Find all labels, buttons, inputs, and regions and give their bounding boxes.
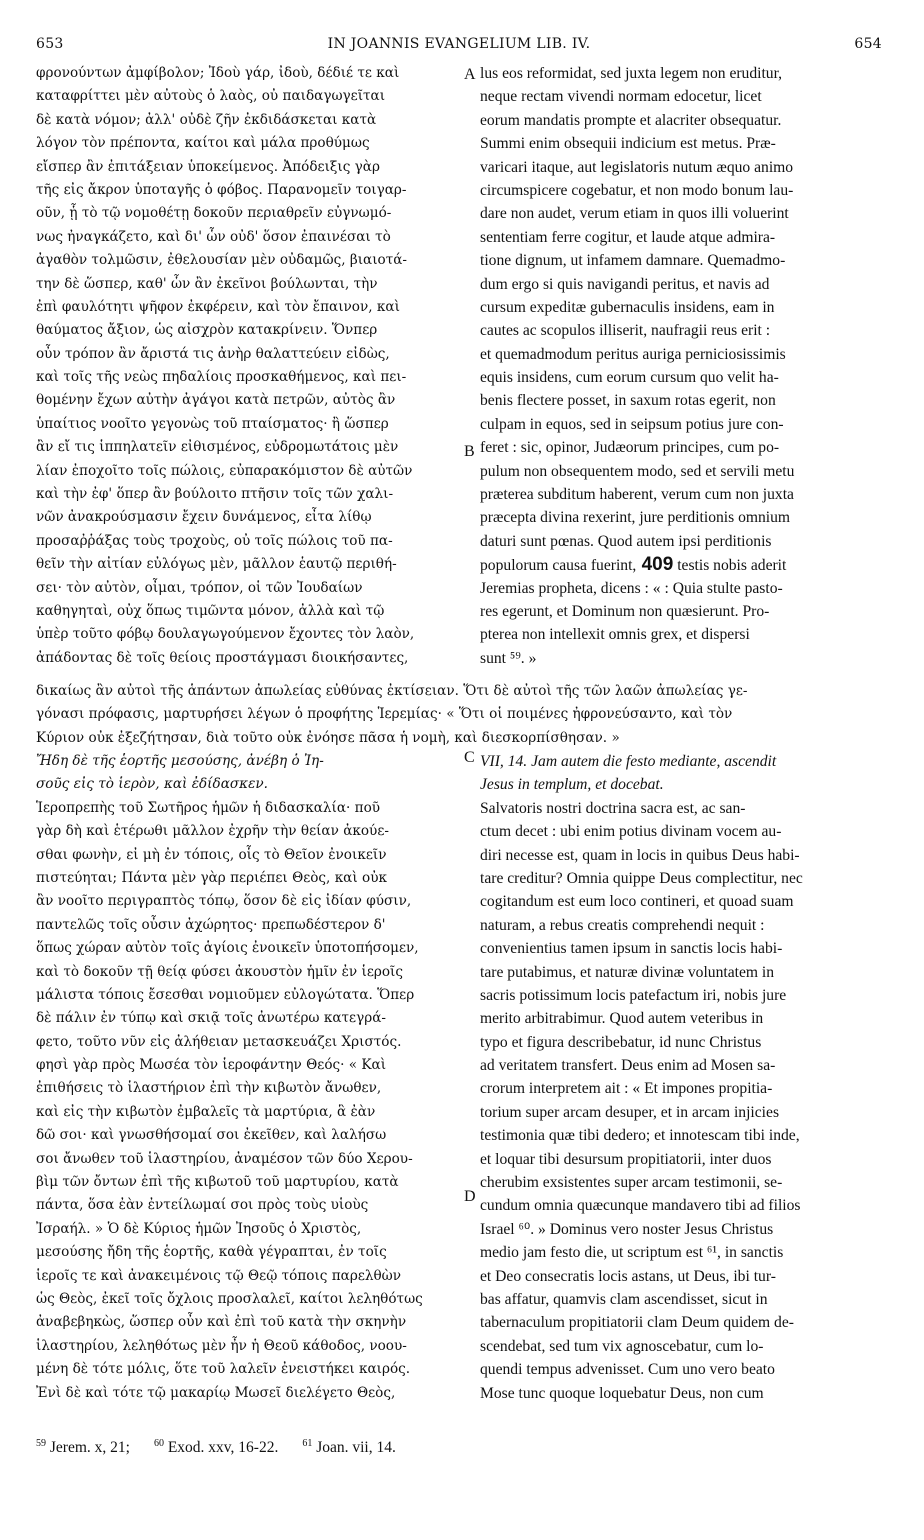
footnotes xyxy=(36,1438,892,1460)
greek-title-line: Ἤδη δὲ τῆς ἑορτῆς μεσούσης, ἀνέβη ὁ Ἰη- xyxy=(36,753,324,769)
greek-text-line: θαύματος ἄξιον, ὡς αἰσχρὸν κατακρίνειν. Ὅνπερ xyxy=(36,322,378,339)
greek-text-line: προσαῤῥάξας τοὺς τροχοὺς, οὐ τοῖς πώλοις τοῦ πα- xyxy=(36,532,393,549)
running-title: IN JOANNIS EVANGELIUM LIB. IV. xyxy=(327,36,591,52)
greek-text-line: ἀναβεβηκὼς, ὥσπερ οὖν καὶ ἐπὶ τοῦ κατὰ τὴν σκηνὴν xyxy=(36,1314,407,1331)
latin-text-line: et quemadmodum peritus auriga perniciosissimis xyxy=(480,345,786,363)
latin-text-line: dare non audet, verum etiam in quos illi voluerint xyxy=(480,205,789,223)
footnote xyxy=(36,1438,130,1457)
latin-text-line: crorum interpretem ait : « Et impones propitia- xyxy=(480,1080,773,1098)
latin-text-line: sunt ⁵⁹. » xyxy=(480,649,537,667)
greek-text-line: καὶ τὸ δοκοῦν τῇ θείᾳ φύσει ἀκουστὸν ἡμῖν ἐν ἱεροῖς xyxy=(36,963,404,980)
greek-text-line: γόνασι πρόφασις, μαρτυρήσει λέγων ὁ προφήτης Ἱερεμίας· « Ὅτι οἱ ποιμένες ἠφρονεύσαντο, καὶ τὸν xyxy=(36,706,733,723)
latin-text-line: Summi enim obsequii indicium est metus. Præ- xyxy=(480,135,776,153)
latin-text-line: cursum expeditæ gubernaculis insidens, eam in xyxy=(480,298,775,316)
greek-text-line: οὖν τρόπον ἂν ἄριστά τις ἀνὴρ θαλαττεύειν εἰδὼς, xyxy=(36,345,390,362)
latin-column-top xyxy=(480,62,892,670)
greek-text-line: Ἰσραήλ. » Ὁ δὲ Κύριος ἡμῶν Ἰησοῦς ὁ Χριστὸς, xyxy=(36,1220,362,1237)
latin-text-line: cherubim exsistentes super arcam testimonii, se- xyxy=(480,1174,783,1192)
greek-text-line: ὑπὲρ τοῦτο φόβῳ δουλαγωγούμενον ἔχοντες τὸν λαὸν, xyxy=(36,626,415,643)
greek-section-title xyxy=(36,750,461,797)
greek-column-top xyxy=(36,62,461,670)
latin-text-line: equis insidens, cum eorum cursum quo velit ha- xyxy=(480,369,779,387)
greek-text-line: καὶ τὴν ἐφ' ὅπερ ἂν βούλοιτο πτῆσιν τοῖς τῶν χαλι- xyxy=(36,486,394,503)
margin-marker-d: D xyxy=(464,1188,476,1205)
footnote-text: Exod. xxv, 16-22. xyxy=(163,1439,279,1457)
greek-text-line: σοι ἄνωθεν τοῦ ἱλαστηρίου, ἀναμέσον τῶν δύο Χερου- xyxy=(36,1150,413,1167)
latin-text-line: scendebat, sed tum vix agnoscebatur, cum lo- xyxy=(480,1337,764,1355)
page-number-left: 653 xyxy=(36,36,64,52)
greek-text-line: οῦν, ᾗ τὸ τῷ νομοθέτῃ δοκοῦν περιαθρεῖν εὐγνωμό- xyxy=(36,205,392,222)
greek-text-line: καὶ εἰς τὴν κιβωτὸν ἐμβαλεῖς τὰ μαρτύρια, ἃ ἐὰν xyxy=(36,1103,376,1120)
greek-text-line: ἱλαστηρίου, λεληθότως μὲν ἦν ἡ Θεοῦ κάθοδος, νοου- xyxy=(36,1337,407,1354)
footnote xyxy=(154,1438,278,1457)
greek-text-line: καταφρίττει μὲν αὐτοὺς ὁ λαὸς, οὐ παιδαγωγεῖται xyxy=(36,88,386,105)
greek-text-line: ἀγαθὸν τολμῶσιν, ἐθελουσίαν μὲν οὐδαμῶς, βιαιοτά- xyxy=(36,252,408,269)
latin-section-title xyxy=(480,750,892,797)
margin-marker-a: A xyxy=(464,66,476,83)
greek-column-bottom xyxy=(36,750,461,1405)
latin-title-line: VII, 14. Jam autem die festo mediante, ascendit xyxy=(480,753,777,770)
latin-text-line: dum ergo si quis navigandi peritus, et navis ad xyxy=(480,275,770,293)
latin-text-line: diri necesse est, quam in locis in quibus Deus habi- xyxy=(480,846,800,864)
greek-text-line: ὡς Θεὸς, ἐκεῖ τοῖς ὄχλοις προσλαλεῖ, καίτοι λεληθότως xyxy=(36,1290,423,1307)
greek-text-line: λίαν ἐποχοῖτο τοῖς πώλοις, εὐπαρακόμιστον δὲ αὐτῶν xyxy=(36,462,413,479)
greek-text-line: βὶμ τῶν ὄντων ἐπὶ τῆς κιβωτοῦ τοῦ μαρτυρίου, κατὰ xyxy=(36,1174,399,1191)
latin-text-line: ctum decet : ubi enim potius divinam vocem au- xyxy=(480,823,782,841)
greek-text-line: πάντα, ὅσα ἐὰν ἐντείλωμαί σοι πρὸς τοὺς υἱοὺς xyxy=(36,1197,369,1214)
greek-text-line: ἂν εἴ τις ἱππηλατεῖν εἰθισμένος, εὐδρομωτάτοις μὲν xyxy=(36,439,399,456)
latin-text-fragment: testis nobis aderit xyxy=(673,557,787,575)
latin-text-line: eorum mandatis prompte et alacriter obsequatur. xyxy=(480,111,782,129)
greek-title-line: σοῦς εἰς τὸ ἱερὸν, καὶ ἐδίδασκεν. xyxy=(36,776,268,793)
greek-text-line: δὲ πάλιν ἐν τύπῳ καὶ σκιᾷ τοῖς ἀνωτέρω κατεγρά- xyxy=(36,1010,386,1027)
latin-text-line: neque rectam vivendi normam edocetur, licet xyxy=(480,88,762,106)
latin-text-line: varicari itaque, aut legislatoris nutum æquo animo xyxy=(480,158,794,176)
greek-text-line: δὲ κατὰ νόμον; ἀλλ' οὐδὲ ζῆν ἐκδιδάσκεται κατὰ xyxy=(36,111,377,128)
greek-full-width-passage xyxy=(36,680,892,750)
latin-text-line: cautes ac scopulos illiserit, naufragii reus erit : xyxy=(480,322,771,340)
greek-text-line: Ἐνὶ δὲ καὶ τότε τῷ μακαρίῳ Μωσεῖ διελέγετο Θεὸς, xyxy=(36,1384,396,1401)
latin-text-line: merito arbitrabimur. Quod autem veteribus in xyxy=(480,1010,764,1028)
greek-text-line: φησὶ γὰρ πρὸς Μωσέα τὸν ἱεροφάντην Θεός· « Καὶ xyxy=(36,1057,387,1074)
latin-text-line: sacris potissimum locis patefactum iri, nobis jure xyxy=(480,986,787,1004)
latin-text-line: daturi sunt pœnas. Quod autem ipsi perditionis xyxy=(480,532,772,550)
latin-text-line: præcepta divina rexerint, jure perditionis omnium xyxy=(480,509,791,527)
greek-text-line: σθαι φωνὴν, εἰ μὴ ἐν τόποις, οἷς τὸ Θεῖον ἐνοικεῖν xyxy=(36,846,387,863)
margin-marker-c: C xyxy=(464,749,475,766)
greek-text-line: ἱεροῖς τε καὶ ἀνακειμένοις τῷ Θεῷ τόποις παρελθὼν xyxy=(36,1267,402,1284)
greek-text-line: μένη δὲ τότε μόλις, ὅτε τοῦ λαλεῖν ἐνειστήκει καιρός. xyxy=(36,1361,411,1378)
greek-text-line: ὑπαίτιος νοοῖτο γεγονὼς τοῦ πταίσματος· ἢ ὥσπερ xyxy=(36,415,389,432)
latin-text-line: circumspicere cogebatur, et non modo bonum lau- xyxy=(480,181,794,199)
greek-text-line: δικαίως ἂν αὐτοὶ τῆς ἁπάντων ἀπωλείας εὐθύνας ἐκτίσειαν. Ὅτι δὲ αὐτοὶ τῆς τῶν λαῶν ἀπωλείας γε- xyxy=(36,683,748,699)
footnote-number: 60 xyxy=(153,1438,164,1449)
latin-text-line: benis flectere posset, in saxum rotas egerit, non xyxy=(480,392,776,410)
greek-text-line: καὶ τοῖς τῆς νεὼς πηδαλίοις προσκαθήμενος, καὶ πει- xyxy=(36,369,407,386)
latin-text-line: res egerunt, et Dominum non quæsierunt. Pro- xyxy=(480,602,770,620)
greek-text-line: ἀπάδοντας δὲ τοῖς θείοις προστάγμασι διοικήσαντες, xyxy=(36,649,409,666)
greek-text-line: καθηγηταὶ, οὐχ ὅπως τιμῶντα μόνον, ἀλλὰ καὶ τῷ xyxy=(36,602,385,619)
page-header xyxy=(36,36,882,56)
greek-text-line: Ἱεροπρεπὴς τοῦ Σωτῆρος ἡμῶν ἡ διδασκαλία· ποῦ xyxy=(36,799,381,816)
latin-text-line: Mose tunc quoque loquebatur Deus, non cum xyxy=(480,1384,764,1402)
greek-text-line: πιστεύηται; Πάντα μὲν γὰρ περιέπει Θεὸς, καὶ οὐκ xyxy=(36,869,387,886)
latin-column-bottom xyxy=(480,750,892,1405)
latin-text-line: lus eos reformidat, sed juxta legem non eruditur, xyxy=(480,65,783,82)
footnote-number: 59 xyxy=(36,1438,46,1449)
latin-section-body xyxy=(480,797,892,1405)
footnote-text: Joan. vii, 14. xyxy=(312,1439,396,1457)
latin-text-line: medio jam festo die, ut scriptum est ⁶¹, in sanctis xyxy=(480,1244,784,1262)
latin-text-line: tione dignum, ut infamem damnare. Quemadmo- xyxy=(480,252,786,270)
latin-text-line: ad veritatem transfert. Deus enim ad Mosen sa- xyxy=(480,1057,776,1075)
greek-text-line: γὰρ δὴ καὶ ἑτέρωθι μᾶλλον ἐχρῆν τὴν θείαν ἀκούε- xyxy=(36,823,389,840)
greek-text-line: λόγον τὸν πρέποντα, καίτοι καὶ μάλα προθύμως xyxy=(36,135,370,152)
greek-text-line: ἂν νοοῖτο περιγραπτὸς τόπῳ, ὅσον δὲ εἰς ἰδίαν φύσιν, xyxy=(36,893,412,910)
latin-text-line: cundum omnia quæcunque mandavero tibi ad filios xyxy=(480,1197,801,1215)
greek-text-line: θομένην ἔχων αὐτὴν ἀγάγοι κατὰ πετρῶν, αὐτὸς ἂν xyxy=(36,392,396,409)
latin-text-line: testimonia quæ tibi dedero; et innotescam tibi inde, xyxy=(480,1127,800,1145)
latin-text-line: tabernaculum propitiatorii clam Deum quidem de- xyxy=(480,1314,794,1332)
greek-section-body xyxy=(36,797,461,1405)
latin-text-line: et loquar tibi desursum propitiatorii, inter duos xyxy=(480,1150,772,1168)
greek-text-line: τῆς εἰς ἄκρον ὑποταγῆς ὁ φόβος. Παρανομεῖν τοιγαρ- xyxy=(36,181,407,198)
greek-text-line: νως ἠναγκάζετο, καὶ δι' ὧν οὐδ' ὅσον ἐπαινέσαι τὸ xyxy=(36,228,391,245)
greek-text-line: σει· τὸν αὐτὸν, οἶμαι, τρόπον, οἱ τῶν Ἰουδαίων xyxy=(36,579,363,596)
latin-text-line: convenientius tamen ipsum in sanctis locis habi- xyxy=(480,940,783,958)
page-number-right: 654 xyxy=(854,36,882,52)
footnote-text: Jerem. x, 21; xyxy=(46,1439,130,1457)
latin-text-line: quendi tempus advenisset. Cum uno vero beato xyxy=(480,1361,775,1379)
greek-text-line: ἐπιθήσεις τὸ ἱλαστήριον ἐπὶ τὴν κιβωτὸν ἄνωθεν, xyxy=(36,1080,382,1097)
latin-text-line: cogitandum est eum loco contineri, et quoad suam xyxy=(480,893,794,911)
latin-text-line: Israel ⁶⁰. » Dominus vero noster Jesus Christus xyxy=(480,1220,774,1238)
greek-text-line: την δὲ ὥσπερ, καθ' ὧν ἂν ἐκεῖνοι βούλωνται, τὴν xyxy=(36,275,378,292)
greek-text-line: εἴσπερ ἂν ἐπιτάξειαν ὑποκείμενος. Ἀπόδειξις γὰρ xyxy=(36,158,380,175)
greek-text-line: μεσούσης ἤδη τῆς ἑορτῆς, καθὰ γέγραπται, ἐν τοῖς xyxy=(36,1244,387,1261)
greek-text-line: μάλιστα τόποις ἔσεσθαι νομιοῦμεν εὐλογώτατα. Ὅπερ xyxy=(36,986,415,1003)
latin-text-line: et Deo consecratis locis astans, ut Deus, ibi tur- xyxy=(480,1267,776,1285)
latin-text-line: tare putabimus, et naturæ divinæ voluntatem in xyxy=(480,963,775,981)
greek-text-line: φρονούντων ἀμφίβολον; Ἰδοὺ γάρ, ἰδοὺ, δέδιέ τε καὶ xyxy=(36,65,400,81)
latin-text-line: pterea non intellexit omnis grex, et dispersi xyxy=(480,626,750,644)
latin-text-line: feret : sic, opinor, Judæorum principes, cum po- xyxy=(480,439,780,457)
latin-text-line: pulum non obsequentem modo, sed et servili metu xyxy=(480,462,795,480)
latin-title-line: Jesus in templum, et docebat. xyxy=(480,776,664,794)
greek-text-line: ἐπὶ φαυλότητι ψῆφον ἐκφέρειν, καὶ τὸν ἔπαινον, καὶ xyxy=(36,298,400,315)
latin-text-line: sententiam ferre cogitur, et laude atque admira- xyxy=(480,228,776,246)
latin-text-line: tare creditur? Omnia quippe Deus complectitur, nec xyxy=(480,869,803,887)
latin-text-line: præterea subditum haberent, verum cum non juxta xyxy=(480,486,794,504)
column-number: 409 xyxy=(636,554,674,576)
greek-text-line: φετο, τοῦτο νῦν εἰς ἀλήθειαν μετασκευάζει Χριστός. xyxy=(36,1033,402,1050)
latin-text-line: Salvatoris nostri doctrina sacra est, ac san- xyxy=(480,799,746,817)
greek-text-line: ὅπως χώραν αὐτὸν τοῖς ἁγίοις ἐνοικεῖν ὑποτοπήσομεν, xyxy=(36,940,419,957)
latin-text-line: populorum causa fuerint, 409 testis nobis aderit xyxy=(480,554,787,576)
greek-text-line: δῶ σοι· καὶ γνωσθήσομαί σοι ἐκεῖθεν, καὶ λαλήσω xyxy=(36,1127,387,1144)
latin-text-line: typo et figura describebatur, id nunc Christus xyxy=(480,1033,762,1051)
margin-marker-b: B xyxy=(464,443,475,460)
latin-text-line: Jeremias propheta, dicens : « : Quia stulte pasto- xyxy=(480,579,783,597)
latin-text-line: bas affatur, quamvis clam ascendisset, sicut in xyxy=(480,1290,768,1308)
latin-text-line: naturam, a rebus creatis comprehendi nequit : xyxy=(480,916,765,934)
greek-text-line: Κύριον οὐκ ἐξεζήτησαν, διὰ τοῦτο οὐκ ἐνόησε πᾶσα ἡ νομὴ, καὶ διεσκορπίσθησαν. » xyxy=(36,729,620,746)
footnote-number: 61 xyxy=(302,1438,313,1449)
greek-text-line: παντελῶς τοῖς οὖσιν ἀχώρητος· πρεπωδέστερον δ' xyxy=(36,916,386,933)
footnote xyxy=(302,1438,396,1457)
latin-text-line: culpam in equos, sed in seipsum potius jure con- xyxy=(480,415,784,433)
latin-text-line: torium super arcam desuper, et in arcam injicies xyxy=(480,1103,780,1121)
greek-text-line: θεῖν τὴν αἰτίαν εὐλόγως μὲν, μᾶλλον ἑαυτῷ περιθή- xyxy=(36,556,397,573)
greek-text-line: νῶν ἀνακρούσμασιν ἔχειν δυνάμενος, εἶτα λίθῳ xyxy=(36,509,372,526)
